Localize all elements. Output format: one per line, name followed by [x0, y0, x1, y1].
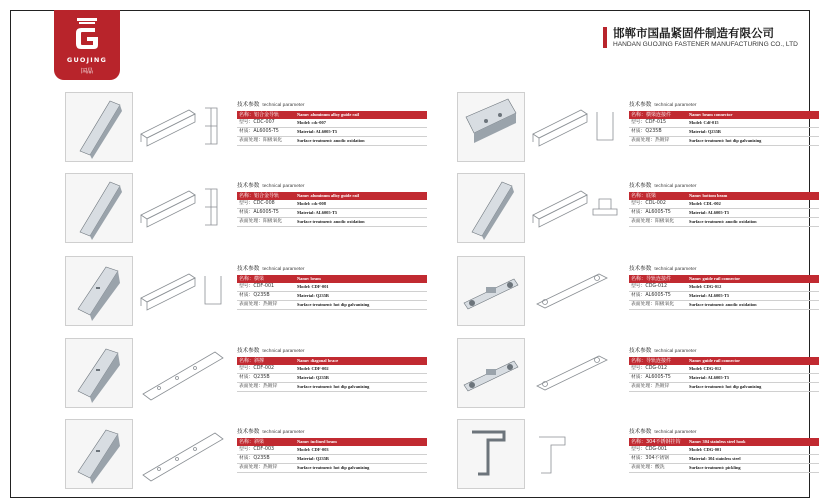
spec-table: [629, 346, 819, 392]
spec-name-cn: 名称：斜梁: [239, 439, 265, 445]
spec-table: [629, 264, 819, 310]
spec-heading: [237, 100, 427, 108]
spec-model-row: [629, 365, 819, 374]
spec-model-row: [629, 446, 819, 455]
product-photo: [457, 256, 525, 326]
spec-surface-en: Surface treatment: hot dip galvanizing: [297, 384, 370, 389]
spec-heading: [237, 427, 427, 435]
product-drawing: [529, 177, 629, 237]
spec-surface-row: [629, 137, 819, 146]
product-photo: [65, 338, 133, 408]
spec-name-cn: 名称：铝合金导轨: [239, 112, 280, 118]
spec-table: [237, 100, 427, 146]
spec-surface-cn: 表面处理：热镀锌: [631, 138, 670, 143]
spec-heading-cn: 技术参数: [629, 429, 652, 435]
spec-name-row: [237, 111, 427, 119]
spec-surface-cn: 表面处理：阳极氧化: [631, 219, 675, 224]
spec-heading-cn: 技术参数: [629, 266, 652, 272]
spec-name-row: [237, 192, 427, 200]
spec-material-en: Material: AL6005-T5: [689, 210, 730, 215]
spec-model-cn: 型号：CDL-002: [631, 201, 666, 206]
spec-name-cn: 名称：横梁连接件: [631, 112, 672, 118]
spec-material-cn: 材质：Q235B: [239, 456, 270, 461]
accent-bar: [603, 27, 607, 48]
spec-material-en: Material: Q235B: [297, 375, 329, 380]
product-photo: [65, 256, 133, 326]
spec-material-en: Material: AL6005-T5: [297, 210, 338, 215]
spec-surface-en: Surface treatment: hot dip galvanizing: [297, 465, 370, 470]
spec-material-en: Material: Q235B: [297, 293, 329, 298]
spec-heading: [629, 427, 819, 435]
spec-surface-en: Surface treatment: hot dip galvanizing: [297, 302, 370, 307]
product-photo: [457, 338, 525, 408]
spec-surface-row: [237, 137, 427, 146]
spec-name-en: Name: guide rail connector: [689, 358, 741, 363]
spec-material-row: [629, 209, 819, 218]
spec-material-row: [629, 128, 819, 137]
spec-model-row: [629, 200, 819, 209]
spec-material-row: [237, 128, 427, 137]
product-photo: [65, 92, 133, 162]
spec-material-en: Material: Q235B: [689, 129, 721, 134]
spec-heading: [237, 346, 427, 354]
spec-name-en: Name: guide rail connector: [689, 276, 741, 281]
spec-surface-row: [629, 301, 819, 310]
spec-model-en: Model: Cdf-015: [689, 120, 719, 125]
spec-name-row: [629, 438, 819, 446]
spec-model-row: [237, 119, 427, 128]
spec-heading: [629, 264, 819, 272]
spec-model-en: Model: CDG-012: [689, 366, 722, 371]
spec-material-en: Material: AL6005-T5: [689, 375, 730, 380]
product-card-beam-connector: [457, 92, 820, 162]
spec-surface-cn: 表面处理：热镀锌: [631, 384, 670, 389]
spec-name-cn: 名称：铝合金导轨: [239, 193, 280, 199]
spec-name-cn: 名称：导轨连接件: [631, 358, 672, 364]
guojing-logo-icon: [73, 18, 101, 52]
spec-surface-cn: 表面处理：热镀锌: [239, 384, 278, 389]
spec-model-en: Model: cdc-008: [297, 201, 326, 206]
spec-heading: [629, 100, 819, 108]
spec-material-en: Material: 304 stainless steel: [689, 456, 741, 461]
spec-name-en: Name: bottom beam: [689, 193, 728, 198]
product-card-rail-connector: [457, 338, 820, 408]
spec-material-cn: 材质：304不锈钢: [631, 456, 669, 461]
spec-table: [237, 264, 427, 310]
spec-surface-cn: 表面处理：阳极氧化: [239, 219, 283, 224]
spec-surface-en: Surface treatment: hot dip galvanizing: [689, 138, 762, 143]
spec-material-row: [237, 292, 427, 301]
spec-material-cn: 材质：AL6005-T5: [239, 210, 279, 215]
spec-material-row: [237, 455, 427, 464]
spec-material-cn: 材质：Q235B: [239, 375, 270, 380]
spec-material-row: [629, 455, 819, 464]
spec-model-row: [237, 200, 427, 209]
spec-table: [629, 427, 819, 473]
product-card-inclined-beam: [65, 419, 445, 489]
product-drawing: [137, 96, 237, 156]
spec-model-cn: 型号：CDC-007: [239, 120, 275, 125]
spec-table: [237, 427, 427, 473]
spec-surface-cn: 表面处理：阳极氧化: [631, 302, 675, 307]
spec-model-en: Model: CDF-002: [297, 366, 329, 371]
spec-surface-row: [237, 218, 427, 227]
spec-model-cn: 型号：CDG-012: [631, 366, 668, 371]
spec-name-cn: 名称：斜撑: [239, 358, 265, 364]
brand-logo: [54, 10, 120, 80]
spec-material-row: [629, 292, 819, 301]
spec-model-cn: 型号：CDF-002: [239, 366, 275, 371]
product-drawing: [137, 260, 237, 320]
product-card-aluminum-rail: [65, 92, 445, 162]
spec-heading: [629, 346, 819, 354]
spec-heading: [237, 264, 427, 272]
spec-model-row: [629, 119, 819, 128]
spec-surface-cn: 表面处理：酸洗: [631, 465, 665, 470]
spec-heading: [237, 181, 427, 189]
spec-model-en: Model: CDL-002: [689, 201, 721, 206]
spec-name-en: Name: beam connector: [689, 112, 733, 117]
spec-surface-row: [629, 218, 819, 227]
spec-model-cn: 型号：CDG-001: [631, 447, 668, 452]
spec-material-en: Material: Q235B: [297, 456, 329, 461]
spec-material-cn: 材质：AL6005-T5: [631, 375, 671, 380]
product-card-rail-connector: [457, 256, 820, 326]
spec-name-en: Name: diagonal brace: [297, 358, 339, 363]
spec-heading-en: technical parameter: [262, 103, 305, 108]
spec-name-row: [629, 111, 819, 119]
spec-heading-en: technical parameter: [654, 349, 697, 354]
spec-material-row: [629, 374, 819, 383]
spec-table: [237, 181, 427, 227]
spec-name-row: [629, 357, 819, 365]
spec-material-cn: 材质：AL6005-T5: [239, 129, 279, 134]
spec-model-row: [237, 365, 427, 374]
spec-model-en: Model: cdc-007: [297, 120, 326, 125]
spec-table: [629, 100, 819, 146]
spec-name-cn: 名称：底梁: [631, 193, 657, 199]
spec-material-row: [237, 209, 427, 218]
spec-heading-cn: 技术参数: [237, 183, 260, 189]
spec-heading-cn: 技术参数: [237, 102, 260, 108]
spec-heading-cn: 技术参数: [629, 348, 652, 354]
product-drawing: [529, 96, 629, 156]
spec-surface-row: [237, 383, 427, 392]
product-photo: [457, 92, 525, 162]
spec-name-en: Name: inclined beam: [297, 439, 337, 444]
spec-model-row: [629, 283, 819, 292]
spec-surface-en: Surface treatment: anodic oxidation: [689, 302, 757, 307]
spec-material-cn: 材质：AL6005-T5: [631, 293, 671, 298]
spec-material-en: Material: AL6005-T5: [297, 129, 338, 134]
company-name-en: HANDAN GUOJING FASTENER MANUFACTURING CO., LTD: [613, 41, 798, 48]
spec-heading-en: technical parameter: [654, 184, 697, 189]
product-drawing: [137, 342, 237, 402]
spec-heading-cn: 技术参数: [629, 183, 652, 189]
product-photo: [457, 419, 525, 489]
spec-surface-cn: 表面处理：阳极氧化: [239, 138, 283, 143]
spec-table: [629, 181, 819, 227]
spec-surface-en: Surface treatment: anodic oxidation: [297, 219, 365, 224]
spec-heading-en: technical parameter: [262, 267, 305, 272]
spec-surface-row: [237, 464, 427, 473]
product-photo: [457, 173, 525, 243]
product-photo: [65, 173, 133, 243]
spec-name-en: Name: aluminum alloy guide rail: [297, 112, 359, 117]
product-drawing: [137, 177, 237, 237]
spec-heading-cn: 技术参数: [237, 348, 260, 354]
spec-name-cn: 名称：导轨连接件: [631, 276, 672, 282]
spec-name-en: Name: aluminum alloy guide rail: [297, 193, 359, 198]
spec-heading-en: technical parameter: [654, 267, 697, 272]
spec-table: [237, 346, 427, 392]
spec-surface-cn: 表面处理：热镀锌: [239, 302, 278, 307]
spec-surface-en: Surface treatment: pickling: [689, 465, 741, 470]
spec-model-row: [237, 446, 427, 455]
logo-text-en: GUOJING: [66, 56, 108, 64]
spec-heading-cn: 技术参数: [629, 102, 652, 108]
spec-model-row: [237, 283, 427, 292]
spec-name-cn: 名称：横梁: [239, 276, 265, 282]
spec-model-cn: 型号：CDF-001: [239, 284, 275, 289]
spec-material-cn: 材质：Q235B: [239, 293, 270, 298]
product-drawing: [529, 260, 629, 320]
spec-heading-en: technical parameter: [262, 184, 305, 189]
spec-name-cn: 名称：304不锈钢挂钩: [631, 439, 681, 445]
spec-surface-en: Surface treatment: hot dip galvanizing: [689, 384, 762, 389]
spec-model-cn: 型号：CDC-008: [239, 201, 275, 206]
product-drawing: [137, 423, 237, 483]
spec-model-en: Model: CDF-003: [297, 447, 329, 452]
logo-text-cn: 国晶: [80, 68, 93, 75]
spec-surface-row: [237, 301, 427, 310]
spec-heading-en: technical parameter: [262, 349, 305, 354]
spec-name-row: [629, 192, 819, 200]
spec-heading-en: technical parameter: [262, 430, 305, 435]
spec-surface-row: [629, 383, 819, 392]
spec-surface-en: Surface treatment: anodic oxidation: [297, 138, 365, 143]
spec-name-en: Name: beam: [297, 276, 321, 281]
product-photo: [65, 419, 133, 489]
spec-name-en: Name: 304 stainless steel hook: [689, 439, 746, 444]
spec-model-en: Model: CDG-001: [689, 447, 722, 452]
product-drawing: [529, 342, 629, 402]
spec-material-cn: 材质：AL6005-T5: [631, 210, 671, 215]
spec-surface-en: Surface treatment: anodic oxidation: [689, 219, 757, 224]
spec-surface-cn: 表面处理：热镀锌: [239, 465, 278, 470]
spec-material-row: [237, 374, 427, 383]
spec-heading-en: technical parameter: [654, 430, 697, 435]
spec-model-en: Model: CDF-001: [297, 284, 329, 289]
spec-name-row: [237, 438, 427, 446]
spec-model-cn: 型号：CDF-003: [239, 447, 275, 452]
spec-heading-cn: 技术参数: [237, 429, 260, 435]
spec-material-en: Material: AL6005-T5: [689, 293, 730, 298]
product-card-stainless-hook: [457, 419, 820, 489]
spec-model-en: Model: CDG-012: [689, 284, 722, 289]
spec-name-row: [629, 275, 819, 283]
spec-model-cn: 型号：CDF-015: [631, 120, 667, 125]
spec-name-row: [237, 357, 427, 365]
product-card-bottom-beam: [457, 173, 820, 243]
spec-model-cn: 型号：CDG-012: [631, 284, 668, 289]
company-name-cn: 邯郸市国晶紧固件制造有限公司: [613, 26, 774, 40]
spec-heading-en: technical parameter: [654, 103, 697, 108]
product-card-beam: [65, 256, 445, 326]
spec-surface-row: [629, 464, 819, 473]
product-card-diagonal-brace: [65, 338, 445, 408]
product-card-aluminum-rail: [65, 173, 445, 243]
product-drawing: [529, 423, 629, 483]
spec-heading-cn: 技术参数: [237, 266, 260, 272]
spec-heading: [629, 181, 819, 189]
spec-name-row: [237, 275, 427, 283]
spec-material-cn: 材质：Q235B: [631, 129, 662, 134]
